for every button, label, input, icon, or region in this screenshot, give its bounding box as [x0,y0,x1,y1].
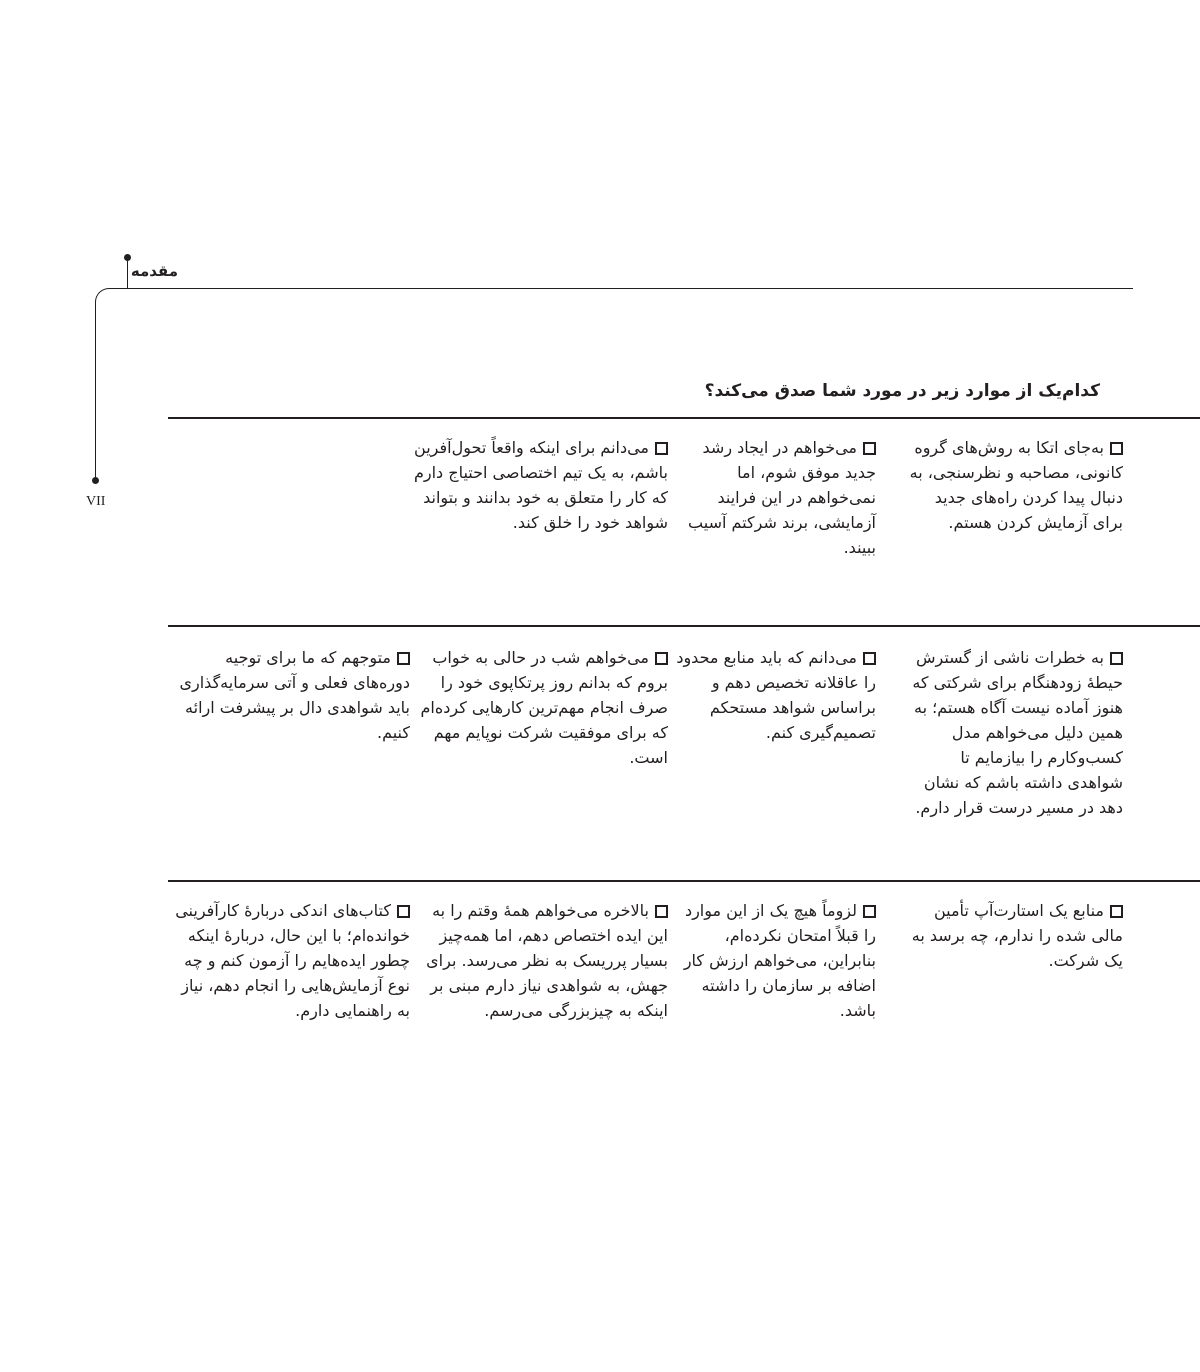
option-item[interactable] [170,645,410,745]
checkbox[interactable] [397,905,410,918]
option-item[interactable] [905,898,1123,973]
checkbox[interactable] [863,905,876,918]
row-rule-1 [168,417,1200,419]
option-item[interactable] [905,645,1123,820]
option-item[interactable] [905,435,1123,535]
bottom-bullet [92,477,99,484]
option-text: می‌خواهم در ایجاد رشد جدید موفق شوم، اما نمی‌خواهم در این فرایند آزمایشی، برند شرکتم آسیب ببیند. [688,438,876,557]
frame-left-line [95,302,96,480]
checkbox[interactable] [1110,442,1123,455]
header-rule [112,288,1133,289]
option-text: می‌دانم برای اینکه واقعاً تحول‌آفرین باشم، به یک تیم اختصاصی احتیاج دارم که کار را متعلق به خود بدانند و بتواند شواهد خود را خلق کند. [413,438,668,532]
option-text: می‌خواهم شب در حالی به خواب بروم که بدانم روز پرتکاپوی خود را صرف انجام مهم‌ترین کارهایی کرده‌ام که برای موفقیت شرکت نوپایم مهم است. [420,648,668,767]
question-heading: کدام‌یک از موارد زیر در مورد شما صدق می‌کند؟ [704,381,1100,401]
option-text: می‌دانم که باید منابع محدود را عاقلانه تخصیص دهم و براساس شواهد مستحکم تصمیم‌گیری کنم. [676,648,876,742]
checkbox[interactable] [655,905,668,918]
option-text: کتاب‌های اندکی دربارهٔ کارآفرینی خوانده‌ام؛ با این حال، دربارهٔ اینکه چطور ایده‌هایم را آزمون کنم و چه نوع آزمایش‌هایی را انجام دهم، نیاز به راهنمایی دارم. [175,901,410,1020]
checkbox[interactable] [397,652,410,665]
option-text: لزوماً هیچ یک از این موارد را قبلاً امتحان نکرده‌ام، بنابراین، می‌خواهم ارزش کار اضافه بر سازمان را داشته باشد. [683,901,876,1020]
header-tick [127,258,128,288]
option-text: به‌جای اتکا به روش‌های گروه کانونی، مصاحبه و نظرسنجی، به دنبال پیدا کردن راه‌های جدید برای آزمایش کردن هستم. [909,438,1123,532]
option-item[interactable] [412,435,668,535]
option-item[interactable] [412,645,668,770]
option-text: منابع یک استارت‌آپ تأمین مالی شده را ندارم، چه برسد به یک شرکت. [911,901,1123,970]
row-rule-2 [168,625,1200,627]
option-item[interactable] [670,435,876,560]
checkbox[interactable] [1110,905,1123,918]
option-text: متوجهم که ما برای توجیه دوره‌های فعلی و آتی سرمایه‌گذاری باید شواهدی دال بر پیشرفت ارائه کنیم. [179,648,410,742]
option-text: به خطرات ناشی از گسترش حیطهٔ زودهنگام برای شرکتی که هنوز آماده نیست آگاه هستم؛ به همین دلیل می‌خواهم مدل کسب‌وکارم را بیازمایم تا شواهدی داشته باشم که نشان دهد در مسیر درست قرار دارم. [912,648,1123,817]
option-item[interactable] [412,898,668,1023]
checkbox[interactable] [1110,652,1123,665]
option-text: بالاخره می‌خواهم همهٔ وقتم را به این ایده اختصاص دهم، اما همه‌چیز بسیار پرریسک به نظر می‌رسد. برای جهش، به شواهدی نیاز دارم مبنی بر اینکه به چیزبزرگی می‌رسم. [426,901,668,1020]
checkbox[interactable] [863,652,876,665]
option-item[interactable] [670,645,876,745]
section-label: مقدمه [130,262,178,280]
row-rule-3 [168,880,1200,882]
checkbox[interactable] [863,442,876,455]
option-item[interactable] [170,898,410,1023]
page-number: VII [86,494,106,509]
checkbox[interactable] [655,442,668,455]
frame-corner [95,288,130,305]
option-item[interactable] [670,898,876,1023]
checkbox[interactable] [655,652,668,665]
